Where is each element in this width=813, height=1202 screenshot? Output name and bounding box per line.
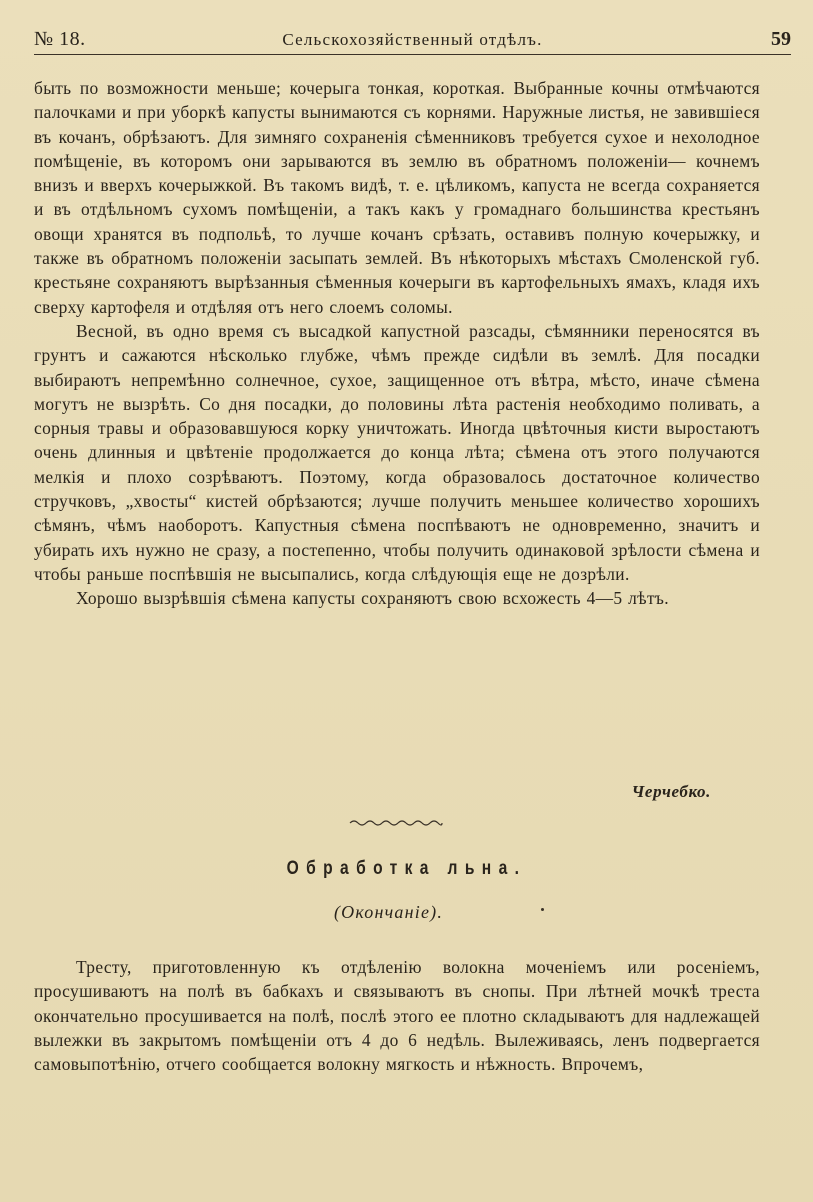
paragraph: Тресту, приготовленную къ отдѣленію волокна моченіемъ или росеніемъ, просушиваютъ на полѣ въ бабкахъ и связываютъ въ снопы. При лѣтней мочкѣ треста окончательно просушивается на полѣ, послѣ этого ее плотно складываютъ для надлежащей вылежки въ закрытомъ помѣщеніи отъ 4 до 6 недѣль. Вылеживаясь, ленъ подвергается самовыпотѣнію, отчего сообщается волокну мягкость и нѣжность. Впрочемъ, [34, 957, 760, 1075]
section-title-header: Сельскохозяйственный отдѣлъ. [282, 30, 543, 49]
paragraph: Весной, въ одно время съ высадкой капустной разсады, сѣмянники переносятся въ грунтъ и сажаются нѣсколько глубже, чѣмъ прежде сидѣли въ землѣ. Для посадки выбираютъ непремѣнно солнечное, сухое, защищенное отъ вѣтра, мѣсто, иначе сѣмена могутъ не вызрѣть. Со дня посадки, до половины лѣта растенія необходимо поливать, а сорныя травы и образовавшуюся корку уничтожать. Иногда цвѣточныя кисти выростаютъ очень длинныя и цвѣтеніе продолжается до конца лѣта; сѣмена отъ этого получаются мелкія и плохо созрѣваютъ. Поэтому, когда образовалось достаточное количество стручковъ, „хвосты“ кистей обрѣзаются; лучше получить меньшее количество хорошихъ сѣмянъ, чѣмъ наоборотъ. Капустныя сѣмена поспѣваютъ не одновременно, значитъ и убирать ихъ нужно не сразу, а постепенно, чтобы получить одинаковой зрѣлости сѣмена и чтобы раньше поспѣвшія не высыпались, когда слѣдующія еще не дозрѣли. [34, 320, 760, 584]
page-number: 59 [771, 28, 791, 50]
article-title: Обработка льна. [286, 858, 527, 879]
ink-speck [541, 908, 544, 911]
author-signature: Черчебко. [631, 782, 711, 801]
page-header [34, 26, 791, 56]
paragraph: Хорошо вызрѣвшія сѣмена капусты сохраняютъ свою всхожесть 4—5 лѣтъ. [76, 588, 669, 609]
header-rule [34, 54, 791, 55]
article-flax-processing [34, 955, 760, 1076]
ornamental-divider [348, 818, 444, 828]
issue-number: № 18. [34, 28, 86, 50]
article-cabbage-seeds [34, 76, 760, 611]
article-subtitle: (Окончаніе). [333, 902, 444, 922]
paragraph: быть по возможности меньше; кочерыга тонкая, короткая. Выбранные кочны отмѣчаются палочками и при уборкѣ капусты вынимаются съ корнями. Наружные листья, не завившіеся въ кочанъ, обрѣзаютъ. Для зимняго сохраненія сѣменниковъ требуется сухое и нехолодное помѣщеніе, въ которомъ они зарываются въ землю въ обратномъ положеніи— кочнемъ внизъ и вверхъ кочерыжкой. Въ такомъ видѣ, т. е. цѣликомъ, капуста не всегда сохраняется и въ отдѣльномъ сухомъ помѣщеніи, а такъ какъ у громаднаго большинства крестьянъ овощи хранятся въ подпольѣ, то лучше кочанъ срѣзать, оставивъ полную кочерыжку, и также въ обратномъ положеніи засыпать землей. Въ нѣкоторыхъ мѣстахъ Смоленской губ. крестьяне сохраняютъ вырѣзанныя сѣменныя кочерыги въ картофельныхъ ямахъ, кладя ихъ сверху картофеля и отдѣляя отъ него слоемъ соломы. [34, 78, 760, 317]
